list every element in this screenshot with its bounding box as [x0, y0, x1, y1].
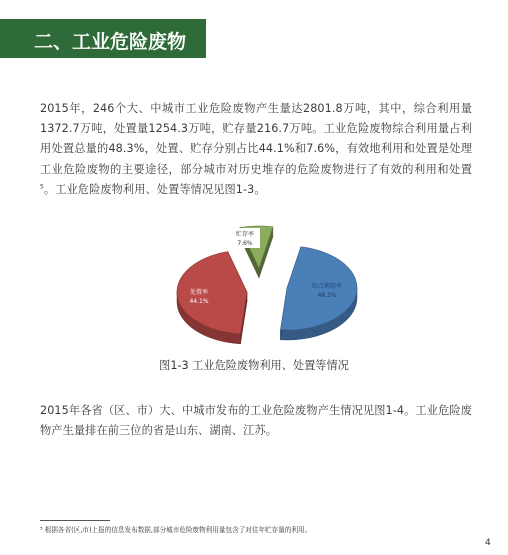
- pie-chart: [160, 222, 375, 357]
- paragraph-1-text: 2015年，246个大、中城市工业危险废物产生量达2801.8万吨，其中，综合利用量1372.7万吨，处置量1254.3万吨，贮存量216.7万吨。工业危险废物综合利用量占利用处置总量的48.3%，处置、贮存分别占比44.1%和7.6%，有效地利用和处置是处理工业危险废物的主要途径，部分城市对历史堆存的危险废物进行了有效的利用和处置: [40, 102, 472, 176]
- footnote-divider: [40, 520, 110, 521]
- footnote-reference[interactable]: 5: [40, 183, 44, 191]
- page-number: 4: [485, 538, 491, 548]
- pie-slice-label-2: 贮存率: [235, 231, 255, 238]
- pie-slice-label-0: 综合利用率: [311, 283, 343, 290]
- section-heading: 二、工业危险废物: [34, 31, 187, 53]
- paragraph-2: 2015年各省（区、市）大、中城市发布的工业危险废物产生情况见图1-4。工业危险废物产生量排在前三位的省是山东、湖南、江苏。: [40, 404, 472, 438]
- pie-slice-value-0: 48.3%: [317, 292, 337, 299]
- figure-caption: 图1-3 工业危险废物利用、处置等情况: [159, 359, 349, 372]
- section-banner: [0, 19, 206, 58]
- paragraph-1: [40, 99, 472, 200]
- footnote: ⁵ 根据各省(区,市)上报的信息发布数据,部分城市危险废物利用量包含了对往年贮存量的利用。: [40, 526, 312, 534]
- pie-chart-svg: [160, 222, 375, 357]
- pie-slice-value-2: 7.6%: [237, 240, 253, 247]
- pie-slice-label-1: 处置率: [189, 289, 209, 296]
- paragraph-1-text-end: 。工业危险废物利用、处置等情况见图1-3。: [43, 182, 266, 196]
- pie-slice-value-1: 44.1%: [189, 298, 209, 305]
